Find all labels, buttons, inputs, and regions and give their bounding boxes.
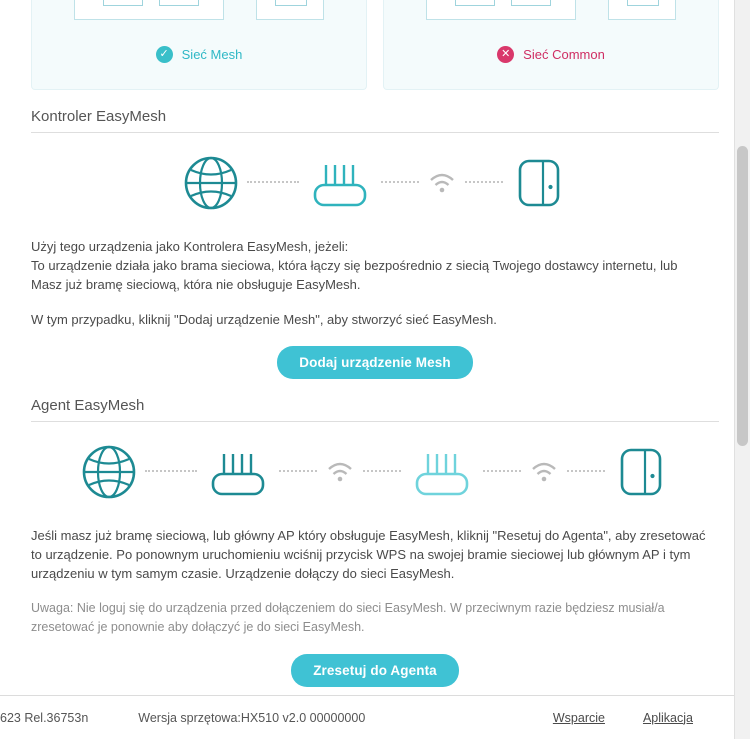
link-dotted-1 [145, 470, 197, 474]
footer-links [553, 711, 750, 725]
agent-diagram [0, 444, 750, 500]
controller-line-2: To urządzenie działa jako brama sieciowa, która łączy się bezpośrednio z siecią Twojego dostawcy internetu, lub [31, 258, 678, 273]
check-icon: ✓ [156, 46, 173, 63]
wifi-signal-icon [529, 459, 559, 485]
agent-paragraph: Jeśli masz już bramę sieciową, lub główny AP który obsługuje EasyMesh, kliknij "Resetuj do Agenta", aby zresetować to urządzenie. Po ponownym uruchomieniu wciśnij przycisk WPS na swojej bramie sieciowej lub głównym AP i tym urządzeniu w tym samym czasie. Urządzenie dołączy do sieci EasyMesh. [31, 528, 706, 581]
common-card-thumbnails [384, 0, 718, 20]
mesh-card-status [32, 46, 366, 63]
controller-line-3: Masz już bramę sieciową, która nie obsługuje EasyMesh. [31, 277, 361, 292]
agent-note: Uwaga: Nie loguj się do urządzenia przed dołączeniem do sieci EasyMesh. W przeciwnym razie będziesz musiał/a zresetować je ponownie aby dołączyć je do sieci EasyMesh. [31, 601, 665, 634]
add-mesh-device-button[interactable]: Dodaj urządzenie Mesh [277, 346, 472, 379]
common-network-card [383, 0, 719, 90]
link-dotted-1 [247, 181, 299, 185]
link-dotted-5 [567, 470, 605, 474]
controller-hint: W tym przypadku, kliknij "Dodaj urządzenie Mesh", aby stworzyć sieć EasyMesh. [31, 312, 497, 327]
firmware-release: 623 Rel.36753n [0, 710, 89, 725]
common-card-status [384, 46, 718, 63]
globe-icon [183, 155, 239, 211]
controller-line-1: Użyj tego urządzenia jako Kontrolera EasyMesh, jeżeli: [31, 239, 349, 254]
common-card-label: Sieć Common [523, 47, 605, 62]
link-dotted-2 [381, 181, 419, 185]
link-dotted-4 [483, 470, 521, 474]
controller-section-title: Kontroler EasyMesh [31, 108, 167, 125]
page-footer [0, 695, 750, 739]
link-dotted-2 [279, 470, 317, 474]
router-icon [307, 155, 373, 211]
mesh-topology-thumb-small [256, 0, 324, 20]
agent-router-icon [409, 444, 475, 500]
gateway-router-icon [205, 444, 271, 500]
hardware-version: Wersja sprzętowa:HX510 v2.0 00000000 [138, 710, 366, 725]
controller-description [0, 237, 750, 329]
reset-to-agent-row [0, 654, 750, 687]
vertical-scrollbar[interactable] [734, 0, 750, 739]
app-link[interactable]: Aplikacja [642, 710, 693, 725]
common-topology-thumb-large [426, 0, 576, 20]
wifi-signal-icon [427, 170, 457, 196]
add-mesh-device-row [0, 346, 750, 379]
support-link[interactable]: Wsparcie [552, 710, 605, 725]
agent-divider [31, 421, 719, 422]
client-device-icon [613, 444, 669, 500]
common-topology-thumb-small [608, 0, 676, 20]
reset-to-agent-button[interactable]: Zresetuj do Agenta [291, 654, 459, 687]
link-dotted-3 [465, 181, 503, 185]
link-dotted-3 [363, 470, 401, 474]
mesh-card-thumbnails [32, 0, 366, 20]
agent-description [0, 526, 750, 637]
wifi-signal-icon [325, 459, 355, 485]
network-comparison-cards [0, 0, 750, 90]
scrollbar-thumb[interactable] [737, 146, 748, 446]
mesh-topology-thumb-large [74, 0, 224, 20]
globe-icon [81, 444, 137, 500]
controller-diagram [0, 155, 750, 211]
client-device-icon [511, 155, 567, 211]
mesh-network-card [31, 0, 367, 90]
cross-icon: ✕ [497, 46, 514, 63]
controller-divider [31, 132, 719, 133]
agent-section-title: Agent EasyMesh [31, 397, 145, 414]
mesh-card-label: Sieć Mesh [181, 47, 243, 62]
